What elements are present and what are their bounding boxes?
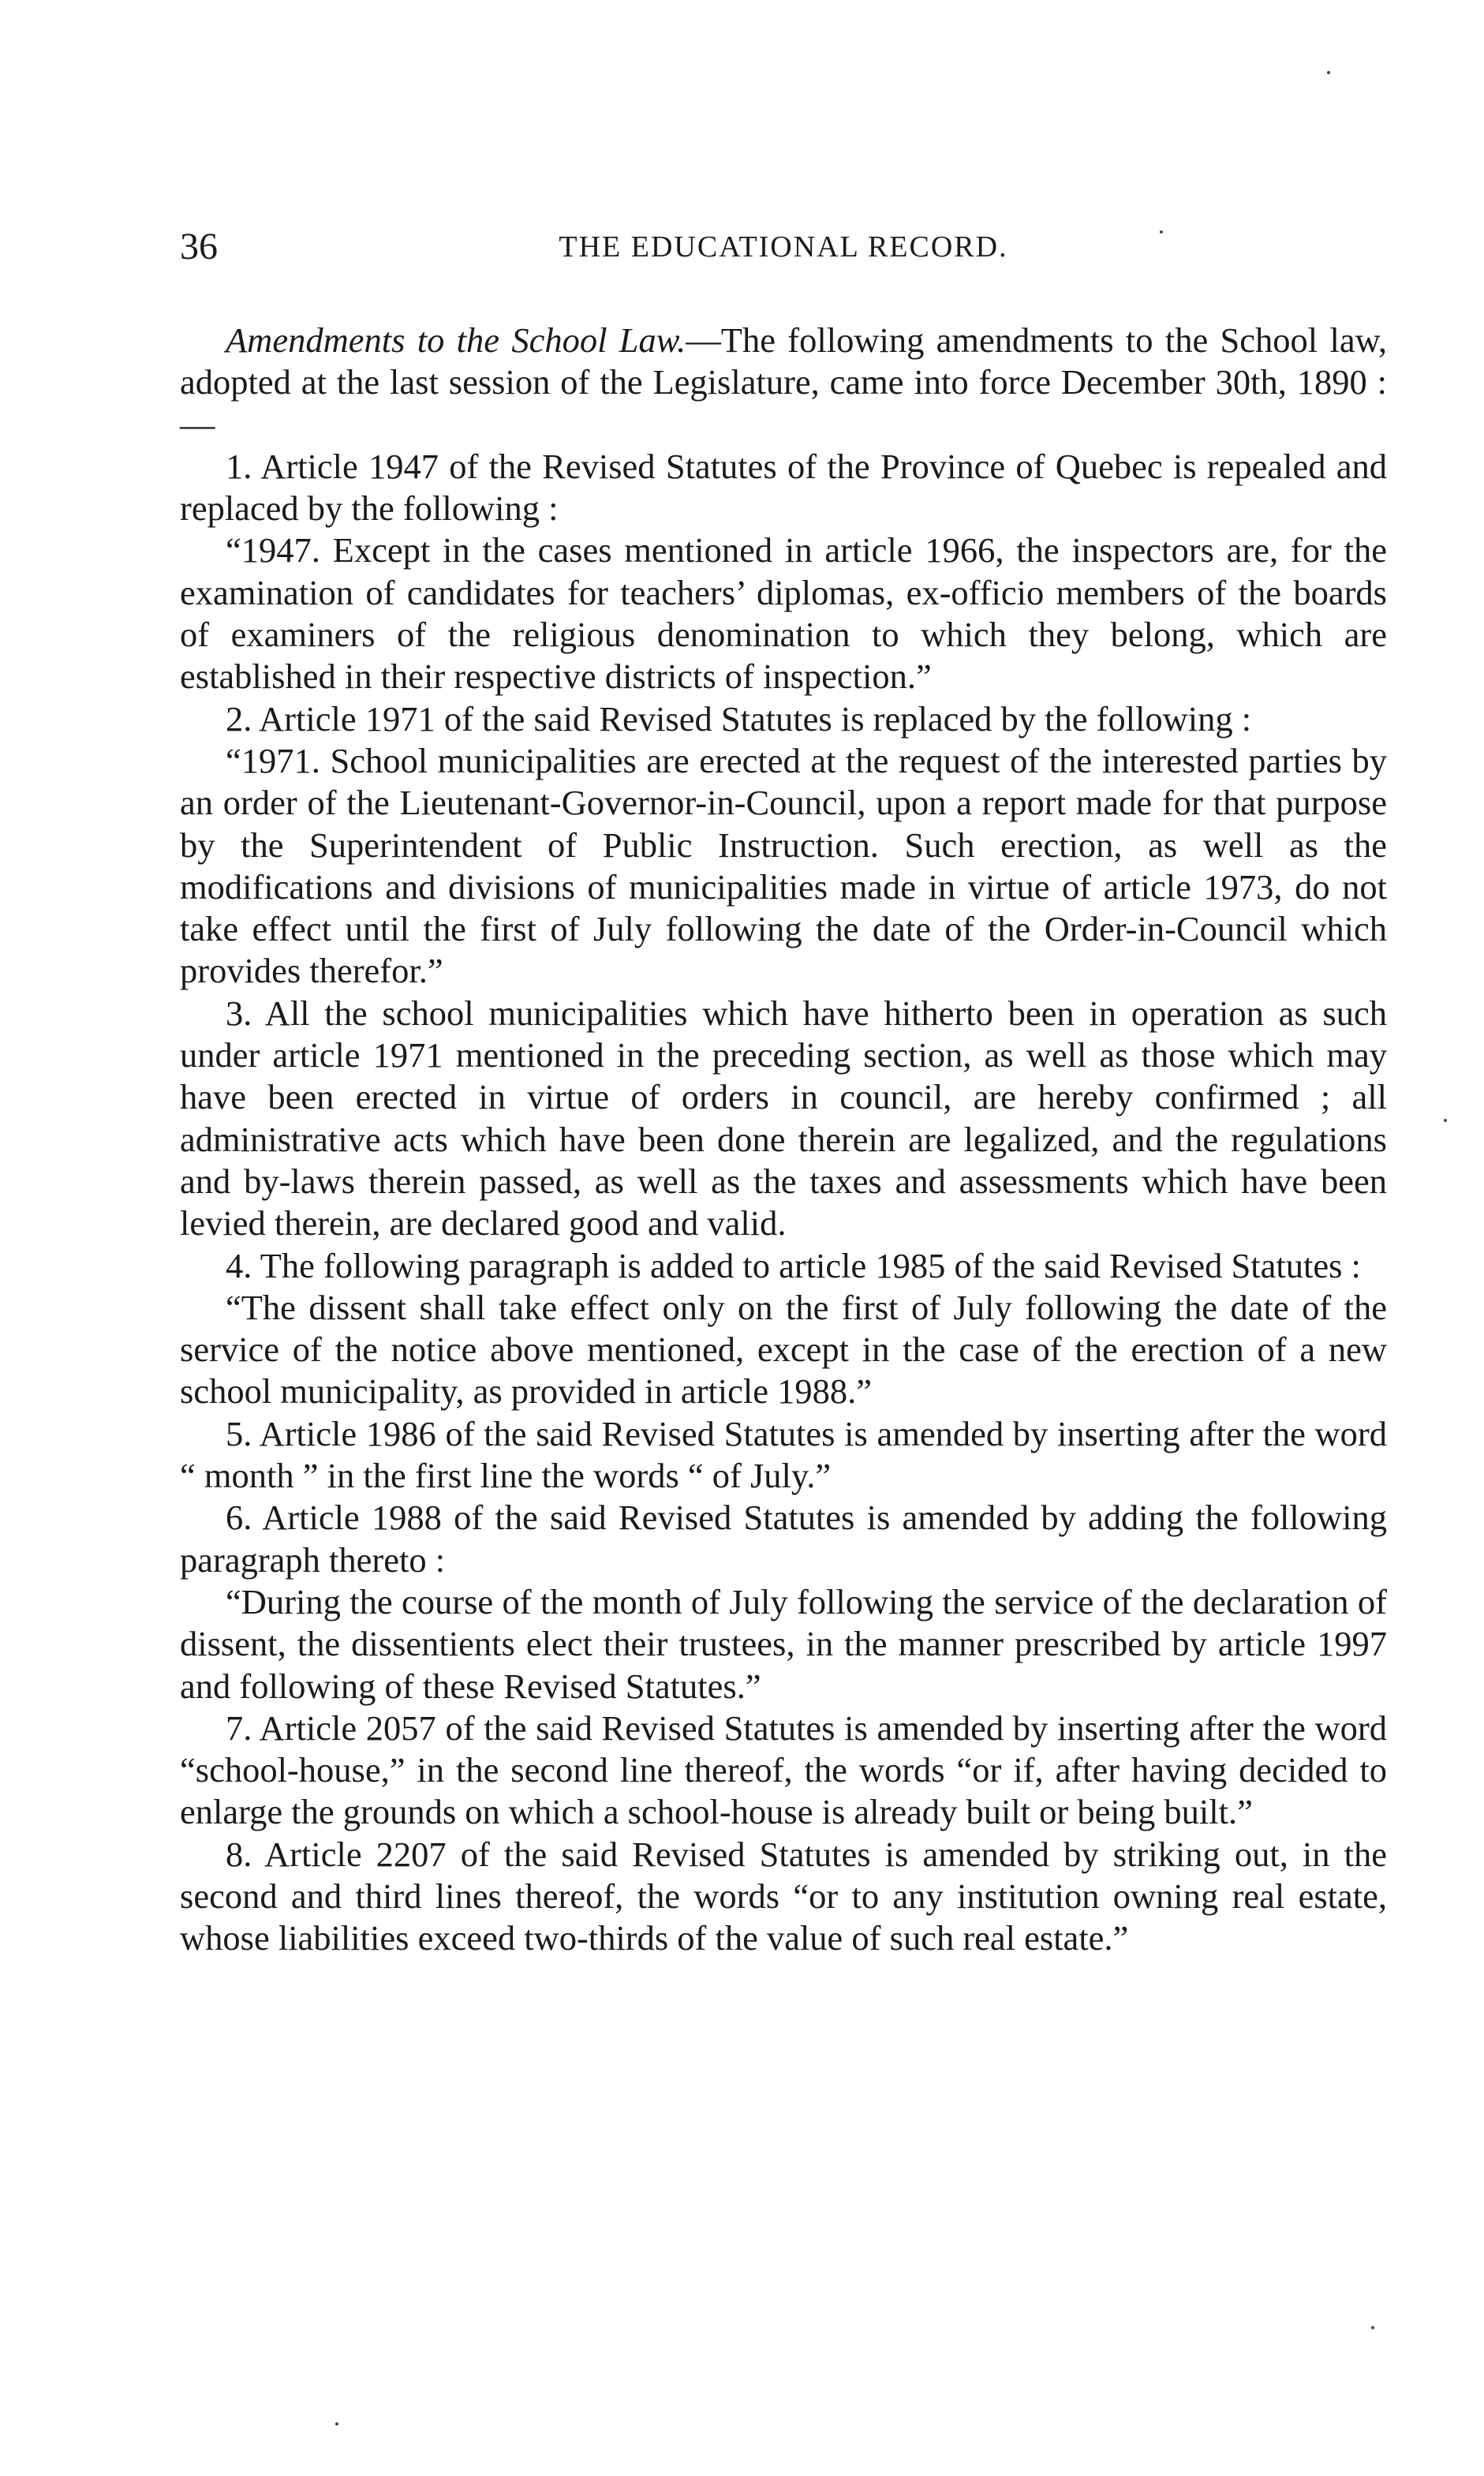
amendment-2: 2. Article 1971 of the said Revised Statutes is replaced by the following : [226, 698, 1252, 739]
amendment-6: 6. Article 1988 of the said Revised Statutes is amended by adding the following paragraph thereto : [180, 1498, 1387, 1580]
intro-paragraph [180, 320, 1387, 446]
article-1971-text: “1971. School municipalities are erected at the request of the interested parties by an order of the Lieutenant-Governor-in-Council, upon a report made for that purpose by the Superintendent of Public Instruction. Such erection, as well as the modifications and divisions of municipalities made in virtue of article 1973, do not take effect until the first of July following the date of the Order-in-Council which provides therefor.” [180, 740, 1387, 991]
print-speck [335, 2422, 338, 2426]
intro-text: —The following amendments to the School law, adopted at the last session of the Legislature, came into force December 30th, 1890 :— [180, 320, 1387, 444]
amendment-3: 3. All the school municipalities which have hitherto been in operation as such under article 1971 mentioned in the preceding section, as well as those which may have been erected in virtue of orders in council, are hereby confirmed ; all administrative acts which have been done therein are legalized, and the regulations and by-laws therein passed, as well as the taxes and assessments which have been levied therein, are declared good and valid. [180, 993, 1387, 1244]
article-1947-text: “1947. Except in the cases mentioned in article 1966, the inspectors are, for the examination of candidates for teachers’ diplomas, ex-officio members of the boards of examiners of the religious denomination to which they belong, which are established in their respective districts of inspection.” [180, 530, 1387, 697]
amendment-4: 4. The following paragraph is added to article 1985 of the said Revised Statutes : [226, 1245, 1361, 1285]
dissent-paragraph-text: “The dissent shall take effect only on the first of July following the date of the service of the notice above mentioned, except in the case of the erection of a new school municipality, as provided in article 1988.” [180, 1287, 1387, 1412]
print-speck [1327, 71, 1330, 74]
amendment-7: 7. Article 2057 of the said Revised Statutes is amended by inserting after the word “school-house,” in the second line thereof, the words “or if, after having decided to enlarge the grounds on which a school-house is already built or being built.” [180, 1707, 1387, 1832]
article-body [180, 320, 1387, 1960]
page-header [180, 225, 1387, 272]
running-title: THE EDUCATIONAL RECORD. [559, 230, 1008, 264]
amendment-8: 8. Article 2207 of the said Revised Statutes is amended by striking out, in the second and third lines thereof, the words “or to any institution owning real estate, whose liabilities exceed two-thirds of the value of such real estate.” [180, 1834, 1387, 1958]
amendment-5: 5. Article 1986 of the said Revised Statutes is amended by inserting after the word “ month ” in the first line the words “ of July.” [180, 1413, 1387, 1496]
trustee-election-text: “During the course of the month of July following the service of the declaration of dissent, the dissentients elect their trustees, in the manner prescribed by article 1997 and following of these Revised Statutes.” [180, 1581, 1387, 1706]
print-speck [1160, 230, 1163, 234]
page-number: 36 [180, 226, 218, 267]
intro-heading: Amendments to the School Law. [226, 320, 686, 360]
amendment-1: 1. Article 1947 of the Revised Statutes of the Province of Quebec is repealed and replaced by the following : [180, 446, 1387, 529]
print-speck [1444, 1119, 1447, 1122]
print-speck [1371, 2326, 1374, 2329]
